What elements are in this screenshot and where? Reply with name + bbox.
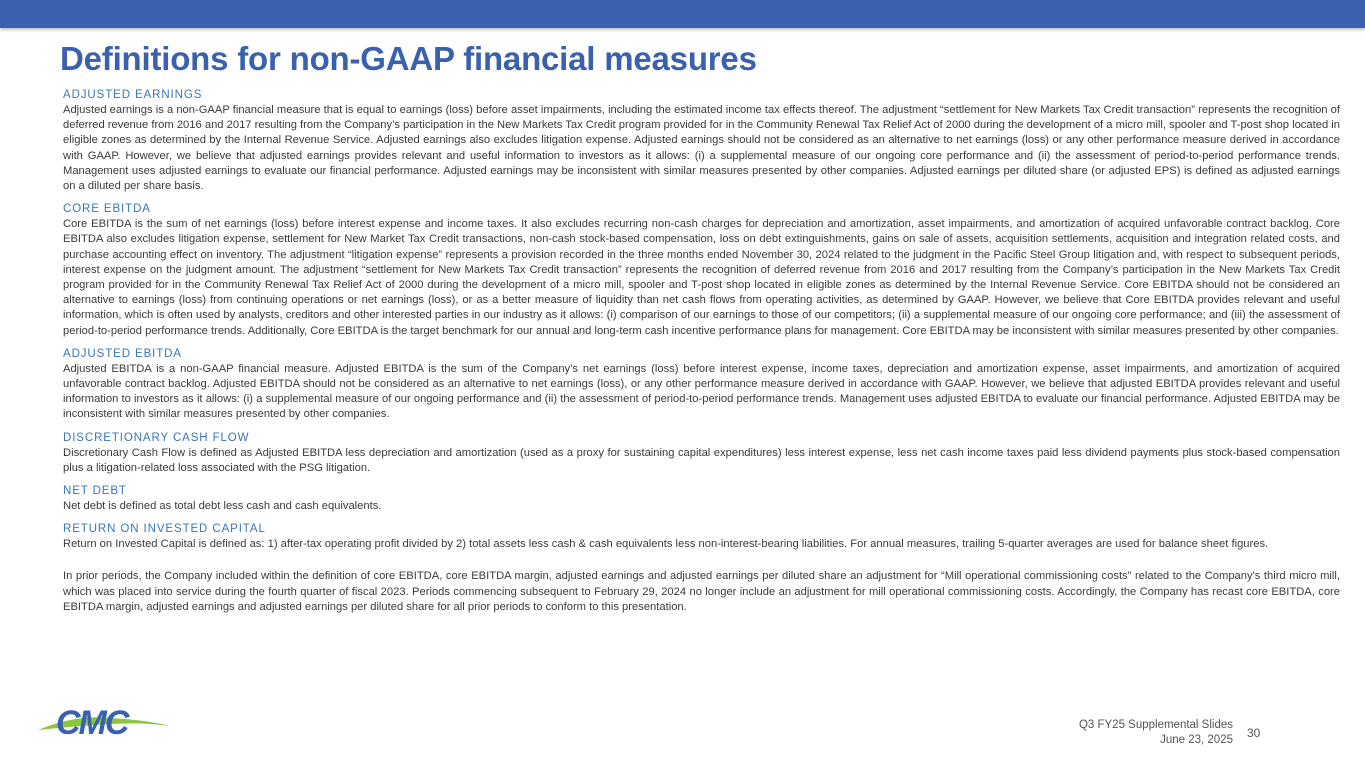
section-heading: ADJUSTED EBITDA — [63, 347, 182, 360]
footer-info — [1079, 718, 1233, 748]
logo-wordmark: CMC — [56, 704, 128, 742]
section-text: Net debt is defined as total debt less cash and cash equivalents. — [63, 500, 382, 513]
section-text: Adjusted earnings is a non-GAAP financial measure that is equal to earnings (loss) before asset impairments, including the estimated income tax effects thereof. The adjustment “settlement for New Markets Tax Credit transaction” represents the recognition of deferred revenue from 2016 and 2017 resulting from the Company’s participation in the New Markets Tax Credit program provided for in the Community Renewal Tax Relief Act of 2000 during the development of a micro mill, spooler and T-post shop located in eligible zones as determined by the Internal Revenue Service. Adjusted earnings also excludes litigation expense. Adjusted earnings should not be considered as an alternative to net earnings (loss) or any other performance measure derived in accordance with GAAP. However, we believe that adjusted earnings provides relevant and useful information to investors as it allows: (i) a supplemental measure of our ongoing core performance and (ii) the assessment of period-to-period performance trends. Management uses adjusted earnings to evaluate our financial performance. Adjusted earnings may be inconsistent with similar measures presented by other companies. Adjusted earnings per diluted share (or adjusted EPS) is defined as adjusted earnings on a diluted per share basis. — [63, 104, 1340, 193]
section-discretionary-cash-flow — [63, 431, 1340, 476]
section-text: Return on Invested Capital is defined as: 1) after-tax operating profit divided by 2) total assets less cash & cash equivalents less non-interest-bearing liabilities. For annual measures, trailing 5-quarter averages are used for balance sheet figures. — [63, 538, 1269, 551]
section-heading: CORE EBITDA — [63, 203, 151, 216]
section-adjusted-earnings — [63, 88, 1340, 194]
section-heading: RETURN ON INVESTED CAPITAL — [63, 523, 266, 536]
footnote-text: In prior periods, the Company included within the definition of core EBITDA, core EBITDA margin, adjusted earnings and adjusted earnings per diluted share an adjustment for “Mill operational commissioning costs” related to the Company's third micro mill, which was placed into service during the fourth quarter of fiscal 2023. Periods commencing subsequent to February 29, 2024 no longer include an adjustment for mill operational commissioning costs. Accordingly, the Company has recast core EBITDA, core EBITDA margin, adjusted earnings and adjusted earnings per diluted share for all prior periods to conform to this presentation. — [63, 570, 1340, 613]
section-adjusted-ebitda — [63, 347, 1340, 423]
section-text: Adjusted EBITDA is a non-GAAP financial measure. Adjusted EBITDA is the sum of the Company’s net earnings (loss) before interest expense, income taxes, depreciation and amortization expense, asset impairments, and amortization of acquired unfavorable contract backlog. Adjusted EBITDA should not be considered as an alternative to net earnings (loss), or any other performance measure derived in accordance with GAAP. However, we believe that adjusted EBITDA provides relevant and useful information to investors as it allows: (i) a supplemental measure of our ongoing performance and (ii) the assessment of period-to-period performance trends. Management uses adjusted EBITDA to evaluate our financial performance. Adjusted EBITDA may be inconsistent with similar measures presented by other companies. — [63, 362, 1340, 421]
section-net-debt — [63, 484, 1340, 514]
section-return-on-invested-capital — [63, 522, 1340, 552]
section-text: Discretionary Cash Flow is defined as Adjusted EBITDA less depreciation and amortization (used as a proxy for sustaining capital expenditures) less interest expense, less net cash income taxes paid less dividend payments plus stock-based compensation plus a litigation-related loss associated with the PSG litigation. — [63, 446, 1340, 474]
header-bar — [0, 0, 1365, 28]
section-heading: NET DEBT — [63, 485, 127, 498]
page-number: 30 — [1247, 726, 1261, 740]
deck-title: Q3 FY25 Supplemental Slides — [1078, 719, 1233, 731]
definitions-content — [63, 88, 1340, 615]
section-core-ebitda — [63, 202, 1340, 339]
page-title: Definitions for non-GAAP financial measures — [60, 40, 757, 77]
section-heading: ADJUSTED EARNINGS — [63, 89, 203, 101]
section-text: Core EBITDA is the sum of net earnings (loss) before interest expense and income taxes. It also excludes recurring non-cash charges for depreciation and amortization, asset impairments, and amortization of acquired unfavorable contract backlog. Core EBITDA also excludes litigation expense, settlement for New Market Tax Credit transactions, non-cash stock-based compensation, loss on debt extinguishments, gains on sale of assets, acquisition settlements, acquisition and integration related costs, and purchase accounting effect on inventory. The adjustment “litigation expense” represents a provision recorded in the three months ended November 30, 2024 related to the judgment in the Pacific Steel Group litigation and, with respect to subsequent periods, interest expense on the judgment amount. The adjustment “settlement for New Markets Tax Credit transaction” represents the recognition of deferred revenue from 2016 and 2017 resulting from the Company’s participation in the New Markets Tax Credit program provided for in the Community Renewal Tax Relief Act of 2000 during the development of a micro mill, spooler and T-post shop located in eligible zones as determined by the Internal Revenue Service. Core EBITDA should not be considered an alternative to earnings (loss) from continuing operations or net earnings (loss), or as a better measure of liquidity than net cash flows from operating activities, as determined by GAAP. However, we believe that Core EBITDA provides relevant and useful information, which is often used by analysts, creditors and other interested parties in our industry as it allows: (i) comparison of our earnings to those of our competitors; (ii) a supplemental measure of our ongoing core performance; and (iii) the assessment of period-to-period performance trends. Additionally, Core EBITDA is the target benchmark for our annual and long-term cash incentive performance plans for management. Core EBITDA may be inconsistent with similar measures presented by other companies. — [63, 218, 1340, 337]
section-heading: DISCRETIONARY CASH FLOW — [63, 431, 250, 444]
deck-date: June 23, 2025 — [1160, 734, 1233, 746]
cmc-logo — [36, 700, 172, 742]
